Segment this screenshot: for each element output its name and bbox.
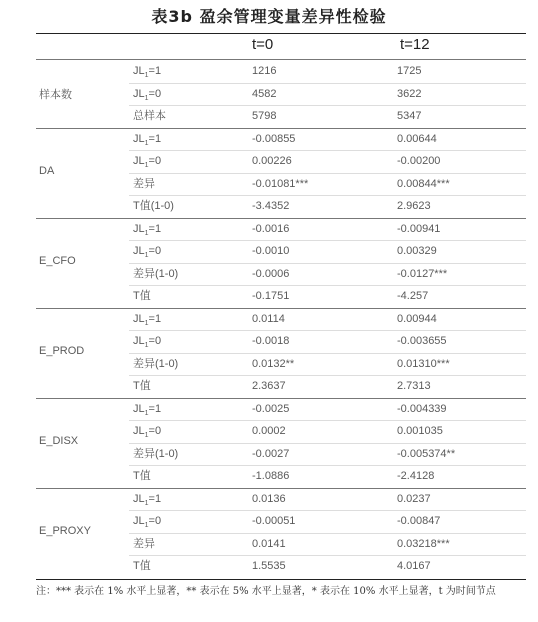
row-label: T值 [133, 470, 151, 482]
group-label: E_DISX [39, 434, 79, 447]
group-label: E_PROD [39, 344, 85, 357]
value-t12: 0.00844*** [397, 177, 450, 190]
row-divider [129, 420, 526, 421]
value-t12: 0.0237 [397, 492, 431, 505]
value-t12: 0.00329 [397, 245, 437, 257]
row-divider [129, 263, 526, 264]
table-title: 表3b 盈余管理变量差异性检验 [151, 7, 387, 26]
row-divider [129, 465, 526, 466]
value-t0: 1.5535 [252, 560, 286, 572]
column-header-t0: t=0 [252, 36, 274, 53]
row-label: $JL_1=1$ [133, 312, 162, 327]
row-label: $JL_1=0$ [133, 245, 162, 260]
subscript: 1 [144, 499, 149, 507]
row-divider [129, 83, 526, 84]
group-label: DA [39, 164, 55, 177]
header-rule [36, 59, 526, 60]
value-t0: 0.00226 [252, 155, 292, 167]
bottom-rule [36, 579, 526, 580]
value-t12: 2.7313 [397, 380, 431, 392]
column-header-t12: t=12 [400, 36, 430, 53]
row-divider [129, 330, 526, 331]
subscript: 1 [144, 162, 149, 170]
row-divider [129, 240, 526, 241]
subscript: 1 [144, 319, 149, 327]
row-label: T值 [133, 380, 151, 392]
subscript: 1 [144, 252, 149, 260]
value-t12: -0.003655 [397, 335, 447, 347]
value-t12: 1725 [397, 65, 422, 77]
value-t0: 5798 [252, 110, 277, 122]
subscript: 1 [144, 342, 149, 350]
row-divider [129, 150, 526, 151]
row-label: $JL_1=0$ [133, 425, 162, 440]
value-t0: -0.0027 [252, 447, 290, 460]
row-label: 总样本 [133, 110, 166, 122]
row-divider [129, 105, 526, 106]
row-label: $JL_1=0$ [133, 515, 162, 530]
value-t12: 0.00944 [397, 312, 437, 325]
row-divider [129, 195, 526, 196]
value-t0: -0.0006 [252, 267, 290, 280]
group-label: E_CFO [39, 254, 76, 267]
row-label: T值(1-0) [133, 200, 174, 212]
row-divider [129, 353, 526, 354]
row-label: $JL_1=1$ [133, 65, 162, 80]
group-label: E_PROXY [39, 524, 91, 537]
value-t0: -3.4352 [252, 200, 290, 212]
row-label: T值 [133, 560, 151, 572]
row-label: 差异(1-0) [133, 447, 179, 460]
row-label: $JL_1=1$ [133, 492, 162, 507]
row-label: $JL_1=0$ [133, 87, 162, 102]
row-divider [129, 443, 526, 444]
value-t12: -0.0127*** [397, 267, 448, 280]
value-t12: 2.9623 [397, 200, 431, 212]
row-divider [129, 555, 526, 556]
value-t12: 0.00644 [397, 132, 437, 145]
row-divider [129, 375, 526, 376]
row-divider [129, 173, 526, 174]
table-note: 注：*** 表示在 1% 水平上显著，** 表示在 5% 水平上显著，* 表示在 10% 水平上显著，t 为时间节点 [36, 586, 496, 597]
subscript: 1 [144, 409, 149, 417]
value-t12: 0.001035 [397, 425, 443, 437]
row-divider [129, 533, 526, 534]
row-label: $JL_1=1$ [133, 402, 162, 417]
subscript: 1 [144, 94, 149, 102]
top-rule [36, 33, 526, 34]
value-t0: -0.0025 [252, 402, 290, 415]
value-t0: -0.00051 [252, 515, 296, 527]
value-t12: -4.257 [397, 290, 429, 302]
value-t0: 4582 [252, 87, 277, 100]
value-t0: -0.0018 [252, 335, 290, 347]
value-t0: -1.0886 [252, 470, 290, 482]
subscript: 1 [144, 522, 149, 530]
value-t12: 0.03218*** [397, 537, 450, 550]
row-divider [129, 510, 526, 511]
value-t0: -0.1751 [252, 290, 290, 302]
subscript: 1 [144, 229, 149, 237]
value-t0: 2.3637 [252, 380, 286, 392]
value-t12: -0.00200 [397, 155, 441, 167]
value-t0: -0.00855 [252, 132, 296, 145]
value-t12: -0.005374** [397, 447, 456, 460]
value-t12: -0.00847 [397, 515, 441, 527]
value-t0: 1216 [252, 65, 277, 77]
value-t0: -0.01081*** [252, 177, 309, 190]
value-t0: 0.0114 [252, 312, 285, 325]
row-label: $JL_1=0$ [133, 335, 162, 350]
value-t12: 0.01310*** [397, 357, 450, 370]
row-label: 差异(1-0) [133, 267, 179, 280]
subscript: 1 [144, 139, 149, 147]
value-t12: -2.4128 [397, 470, 435, 482]
value-t0: -0.0016 [252, 222, 290, 235]
value-t0: 0.0141 [252, 537, 286, 550]
row-label: T值 [133, 290, 151, 302]
value-t0: 0.0002 [252, 425, 286, 437]
value-t12: 5347 [397, 110, 422, 122]
row-divider [129, 285, 526, 286]
row-label: 差异(1-0) [133, 357, 179, 370]
row-label: $JL_1=0$ [133, 155, 162, 170]
row-label: 差异 [133, 177, 155, 190]
value-t12: 4.0167 [397, 560, 431, 572]
value-t0: -0.0010 [252, 245, 290, 257]
group-label: 样本数 [39, 88, 72, 101]
row-label: 差异 [133, 537, 155, 550]
value-t12: -0.00941 [397, 222, 441, 235]
subscript: 1 [144, 72, 149, 80]
value-t12: 3622 [397, 87, 422, 100]
value-t0: 0.0132** [252, 357, 295, 370]
subscript: 1 [144, 432, 149, 440]
value-t0: 0.0136 [252, 492, 286, 505]
row-label: $JL_1=1$ [133, 132, 162, 147]
row-label: $JL_1=1$ [133, 222, 162, 237]
value-t12: -0.004339 [397, 402, 447, 415]
